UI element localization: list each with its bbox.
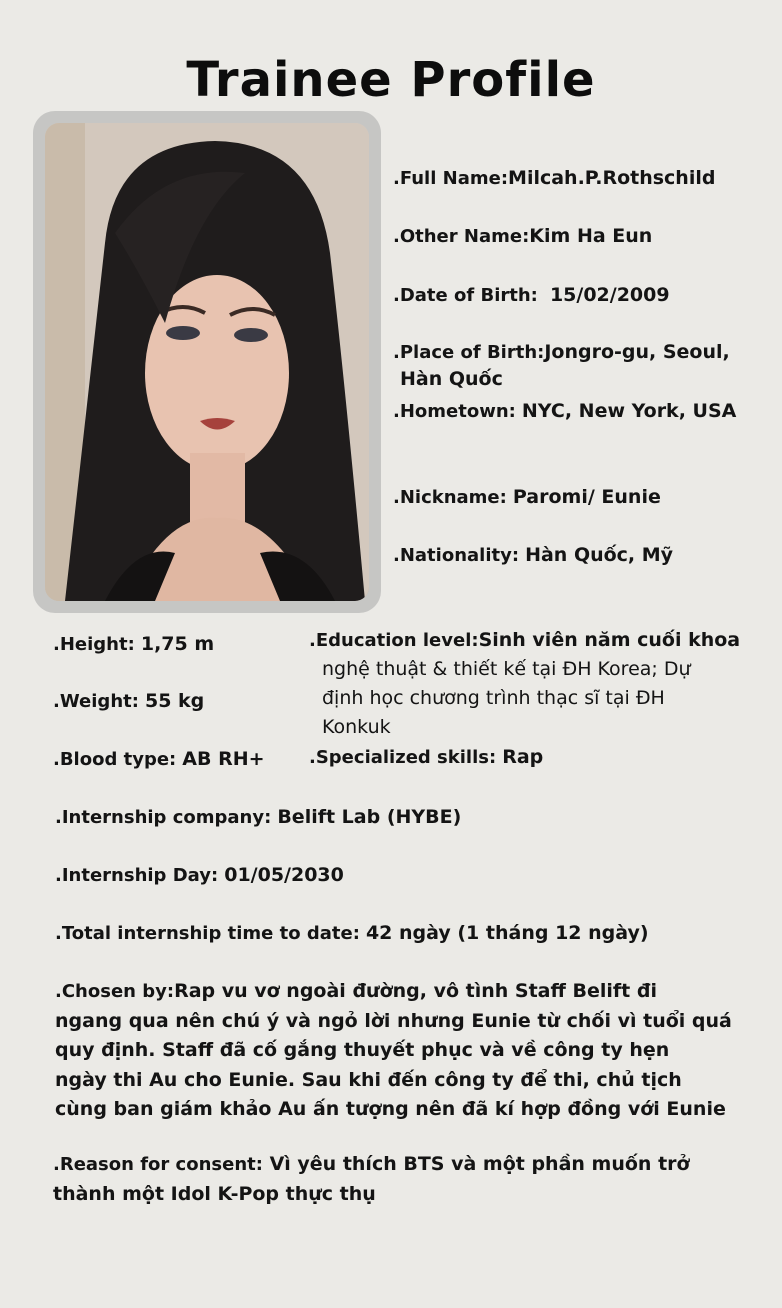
dob-value: 15/02/2009 — [549, 284, 670, 306]
education-line4: Konkuk — [322, 716, 391, 738]
skills-label: .Specialized skills: — [309, 747, 497, 768]
company-field — [55, 803, 461, 832]
nationality-value: Hàn Quốc, Mỹ — [525, 544, 674, 566]
education-line2: nghệ thuật & thiết kế tại ĐH Korea; Dự — [322, 658, 691, 680]
total-time-label: .Total internship time to date: — [55, 923, 360, 944]
pob-label: .Place of Birth: — [393, 342, 545, 363]
intern-day-label: .Internship Day: — [55, 865, 219, 886]
height-field — [53, 630, 214, 659]
skills-field — [309, 743, 543, 772]
dob-label: .Date of Birth: — [393, 285, 538, 306]
other-name-label: .Other Name: — [393, 226, 530, 247]
nickname-value: Paromi/ Eunie — [512, 486, 661, 508]
total-time-value: 42 ngày (1 tháng 12 ngày) — [365, 922, 649, 944]
chosen-paragraph — [55, 977, 755, 1125]
education-field — [309, 626, 740, 655]
full-name-value: Milcah.P.Rothschild — [508, 167, 716, 189]
full-name-label: .Full Name: — [393, 168, 509, 189]
weight-value: 55 kg — [144, 690, 205, 712]
nickname-field — [393, 483, 661, 512]
chosen-line4: ngày thi Au cho Eunie. Sau khi đến công ty để thi, chủ tịch — [55, 1068, 682, 1091]
height-value: 1,75 m — [140, 633, 215, 655]
weight-field — [53, 687, 204, 716]
skills-value: Rap — [502, 746, 544, 768]
weight-label: .Weight: — [53, 691, 139, 712]
pob-value-line2 — [400, 365, 503, 393]
reason-line2: thành một Idol K-Pop thực thụ — [53, 1182, 376, 1205]
intern-day-value: 01/05/2030 — [224, 864, 344, 886]
page-title: Trainee Profile — [186, 52, 596, 108]
photo-frame — [33, 111, 381, 613]
blood-label: .Blood type: — [53, 749, 177, 770]
company-label: .Internship company: — [55, 807, 272, 828]
reason-paragraph — [53, 1150, 753, 1209]
chosen-label: .Chosen by: — [55, 981, 175, 1002]
education-label: .Education level: — [309, 630, 479, 651]
total-time-field — [55, 919, 649, 948]
reason-line1: Vì yêu thích BTS và một phần muốn trở — [269, 1153, 690, 1175]
education-line1: Sinh viên năm cuối khoa — [478, 629, 741, 651]
nationality-field — [393, 541, 673, 570]
education-line3: định học chương trình thạc sĩ tại ĐH — [322, 687, 665, 709]
intern-day-field — [55, 861, 344, 890]
chosen-line2: ngang qua nên chú ý và ngỏ lời nhưng Eunie từ chối vì tuổi quá — [55, 1009, 732, 1032]
other-name-value: Kim Ha Eun — [529, 225, 653, 247]
chosen-line1: Rap vu vơ ngoài đường, vô tình Staff Belift đi — [174, 980, 657, 1002]
dob-field — [393, 281, 670, 310]
other-name-field — [393, 222, 652, 251]
nickname-label: .Nickname: — [393, 487, 507, 508]
company-value: Belift Lab (HYBE) — [277, 806, 462, 828]
height-label: .Height: — [53, 634, 135, 655]
hometown-value: NYC, New York, USA — [521, 400, 737, 422]
chosen-line5: cùng ban giám khảo Au ấn tượng nên đã kí hợp đồng với Eunie — [55, 1098, 726, 1120]
blood-field — [53, 745, 265, 774]
chosen-line3: quy định. Staff đã cố gắng thuyết phục và về công ty hẹn — [55, 1039, 670, 1061]
pob-value-2: Hàn Quốc — [400, 368, 503, 390]
portrait-photo — [45, 123, 369, 601]
blood-value: AB RH+ — [182, 748, 265, 770]
nationality-label: .Nationality: — [393, 545, 520, 566]
hometown-field — [393, 397, 736, 426]
pob-value: Jongro-gu, Seoul, — [544, 341, 730, 363]
reason-label: .Reason for consent: — [53, 1154, 263, 1175]
pob-field — [393, 338, 730, 367]
hometown-label: .Hometown: — [393, 401, 516, 422]
full-name-field — [393, 164, 715, 193]
